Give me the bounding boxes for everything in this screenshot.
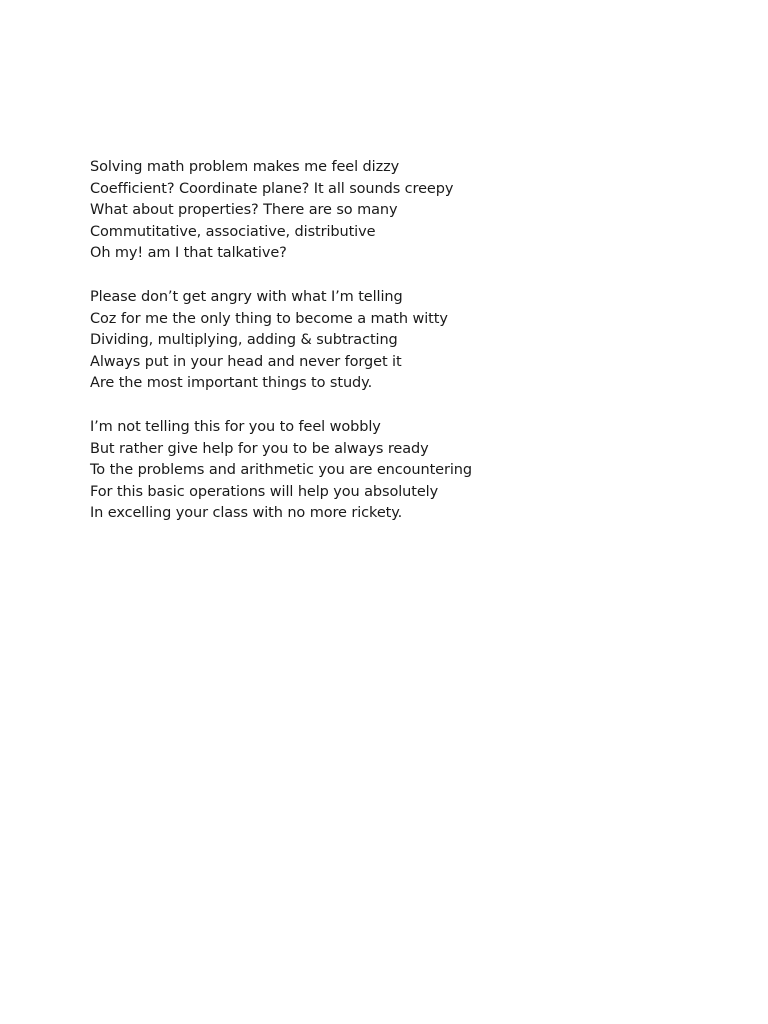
poem-line: Oh my! am I that talkative?: [90, 245, 287, 262]
poem-line: But rather give help for you to be always ready: [90, 440, 429, 457]
poem-line: Are the most important things to study.: [90, 375, 373, 392]
poem-line: Coefficient? Coordinate plane? It all sounds creepy: [90, 180, 454, 197]
poem-line: Commutitative, associative, distributive: [90, 223, 376, 240]
poem-line: What about properties? There are so many: [90, 202, 398, 219]
poem-line: I’m not telling this for you to feel wobbly: [90, 418, 381, 435]
poem-line: For this basic operations will help you absolutely: [90, 483, 439, 500]
poem-line: Solving math problem makes me feel dizzy: [90, 159, 400, 175]
poem-line: To the problems and arithmetic you are encountering: [90, 462, 472, 479]
poem-line: Dividing, multiplying, adding & subtracting: [90, 332, 398, 349]
poem-line: Coz for me the only thing to become a math witty: [90, 310, 448, 327]
poem-line: Please don’t get angry with what I’m telling: [90, 288, 403, 305]
poem-line: Always put in your head and never forget it: [90, 353, 402, 370]
stanza-2: [90, 287, 730, 395]
poem-body: [90, 157, 730, 547]
stanza-1: [90, 157, 730, 265]
poem-line: In excelling your class with no more rickety.: [90, 505, 403, 522]
stanza-3: [90, 417, 730, 525]
